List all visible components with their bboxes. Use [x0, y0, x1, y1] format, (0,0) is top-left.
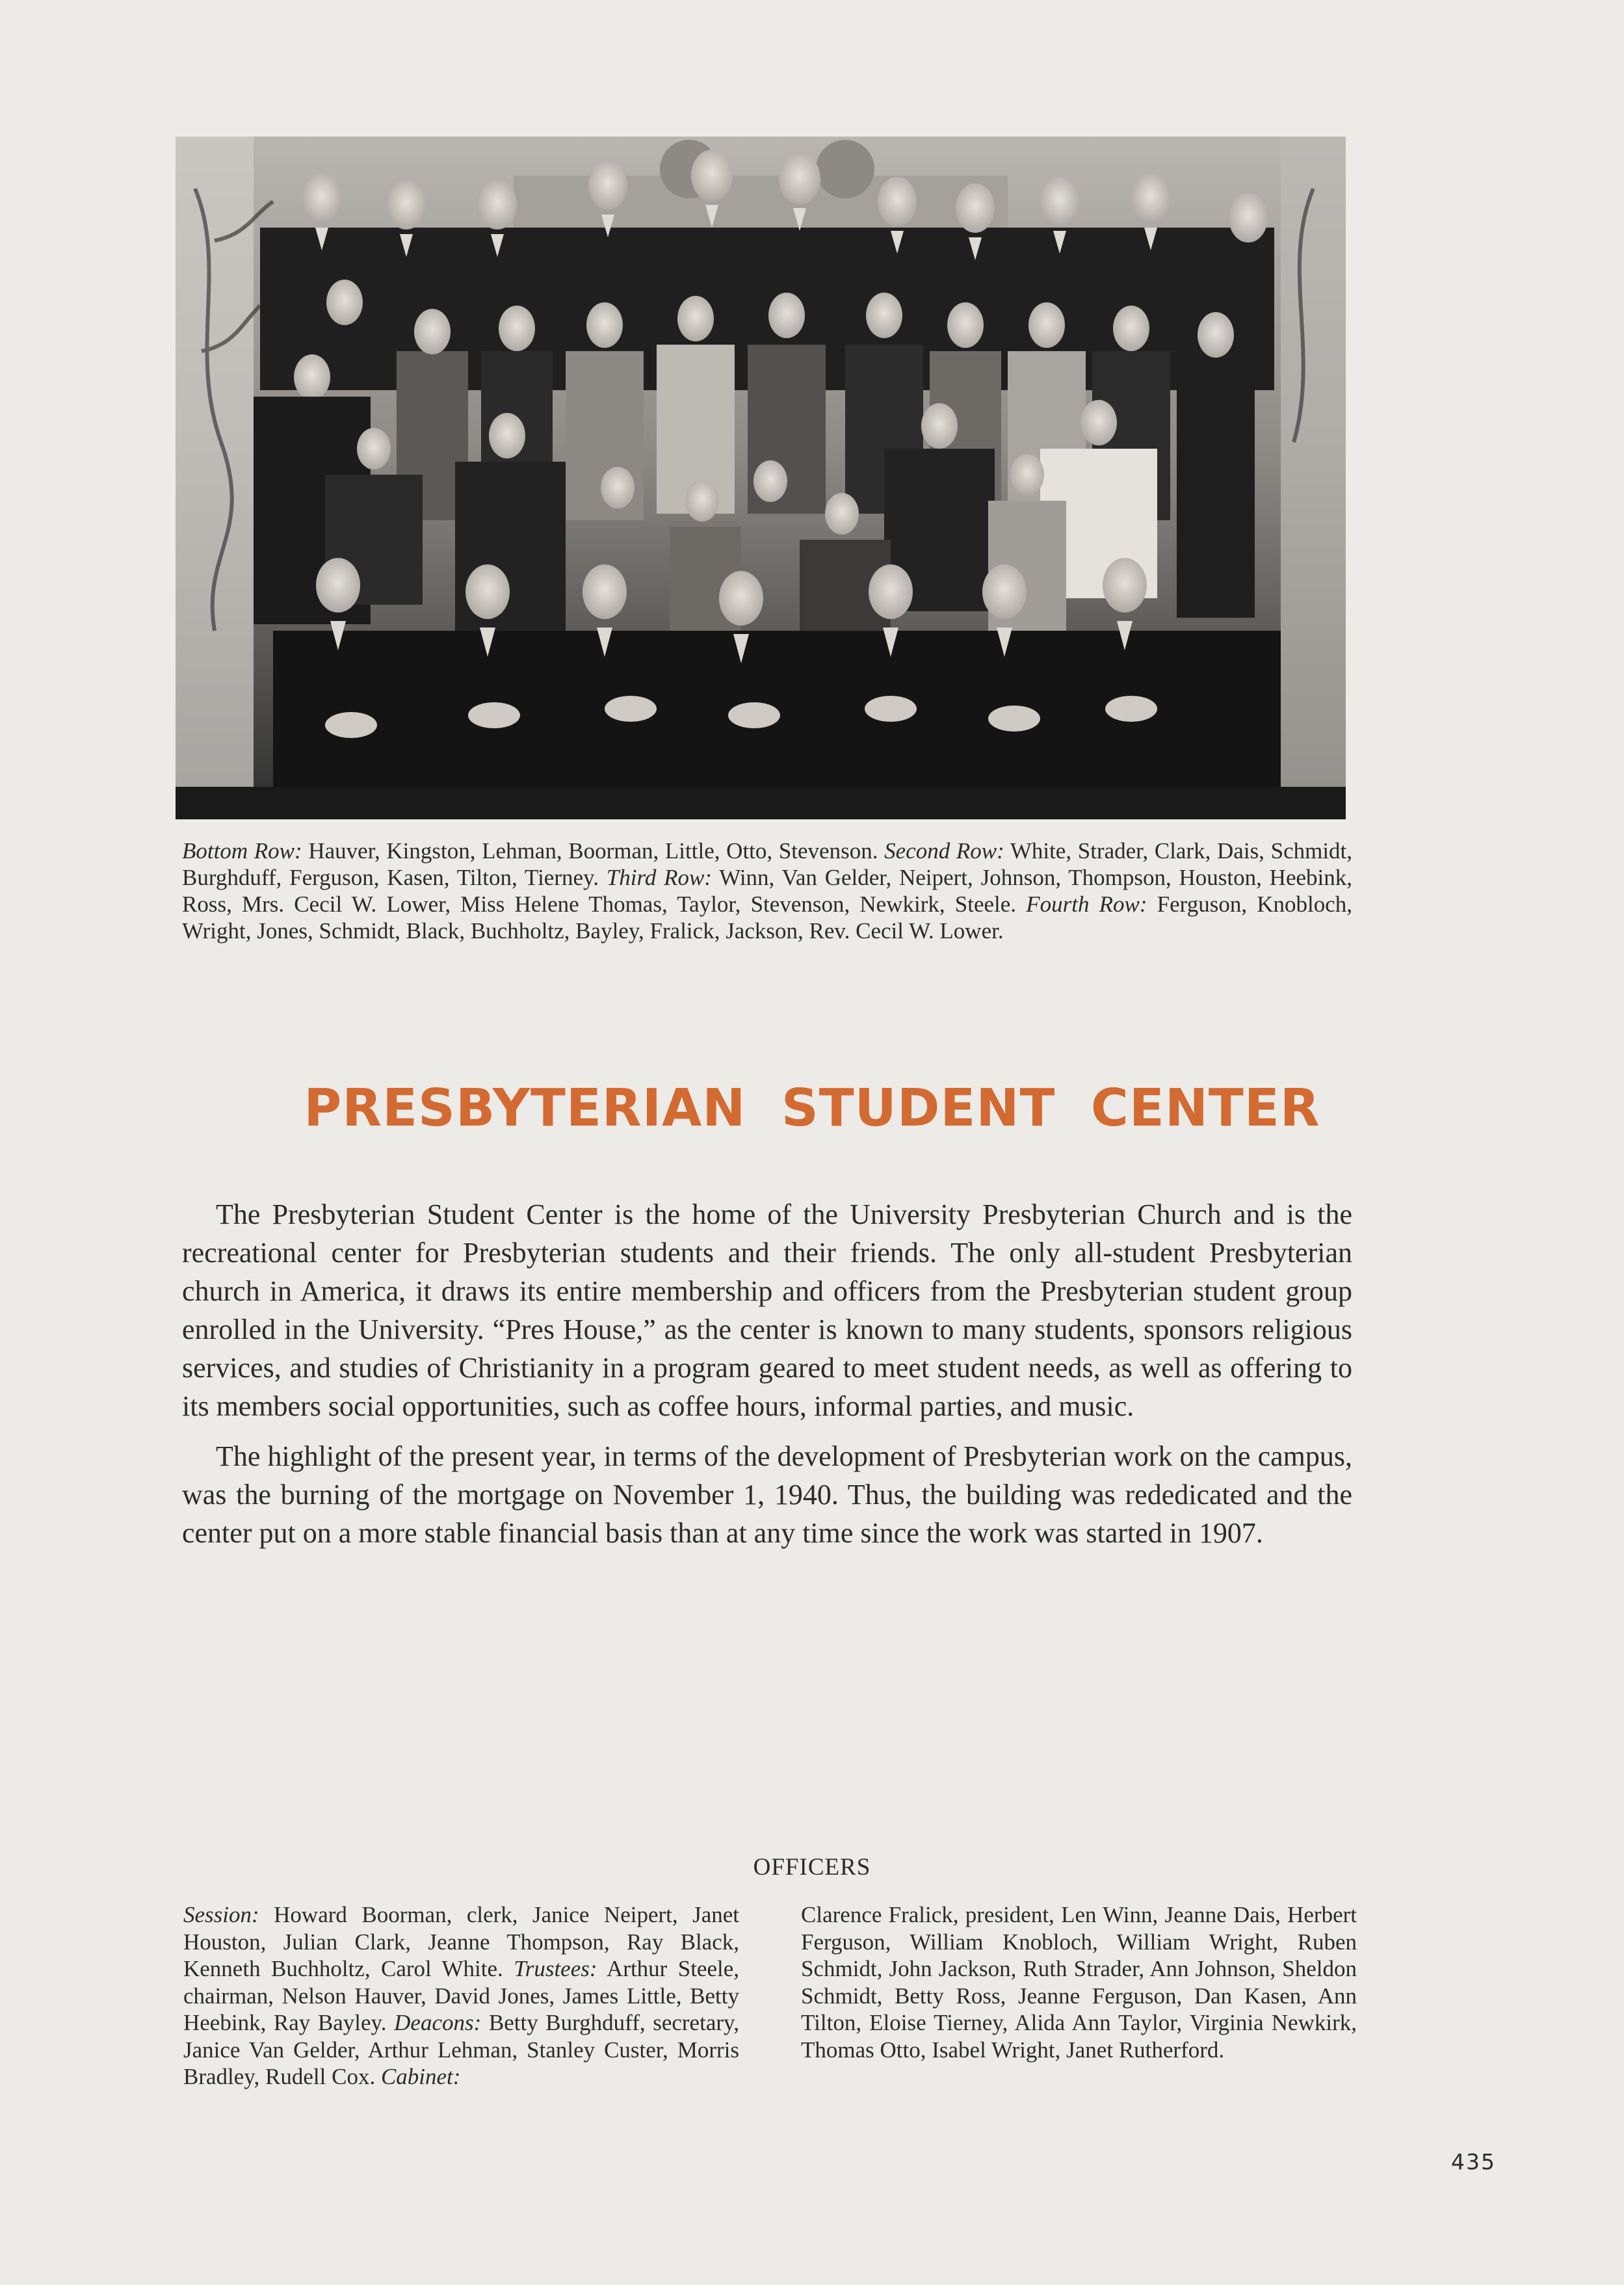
officers-deacons-label: Deacons: — [394, 2010, 482, 2035]
caption-second-row-label: Second Row: — [884, 838, 1004, 864]
caption-third-row-names: Winn, Van Gelder, Neipert, Johnson, Thompson, Houston, Heebink, Ross, Mrs. Cecil W. Lower, Miss Helene Thomas, Taylor, Stevenson, Newkirk, Steele. — [182, 865, 1353, 917]
page-number: 435 — [1451, 2149, 1496, 2174]
caption-fourth-row-names: Ferguson, Knobloch, Wright, Jones, Schmidt, Black, Buchholtz, Bayley, Fralick, Jackson, Rev. Cecil W. Lower. — [182, 892, 1353, 944]
officers-column-left — [183, 1901, 739, 2091]
photo-caption — [182, 838, 1352, 944]
officers-session-names: Howard Boorman, clerk, Janice Neipert, Janet Houston, Julian Clark, Jeanne Thompson, Ray Black, Kenneth Buchholtz, Carol White. — [183, 1902, 740, 1981]
officers-cabinet-names: Clarence Fralick, president, Len Winn, Jeanne Dais, Herbert Ferguson, William Knobloch, William Wright, Ruben Schmidt, John Jackson, Ruth Strader, Ann Johnson, Sheldon Schmidt, Betty Ross, Jeanne Ferguson, Dan Kasen, Ann Tilton, Eloise Tierney, Alida Ann Taylor, Virginia Newkirk, Thomas Otto, Isabel Wright, Janet Rutherford. — [801, 1902, 1357, 2063]
officers-deacons-names: Betty Burghduff, secretary, Janice Van Gelder, Arthur Lehman, Stanley Custer, Morris Bradley, Rudell Cox. — [183, 2010, 739, 2089]
body-text — [182, 1195, 1352, 1564]
caption-bottom-row-names: Hauver, Kingston, Lehman, Boorman, Little, Otto, Stevenson. — [308, 838, 878, 864]
page-title: PRESBYTERIAN STUDENT CENTER — [304, 1078, 1320, 1138]
group-photograph-image — [176, 137, 1346, 819]
body-paragraph-1: The Presbyterian Student Center is the home of the University Presbyterian Church and is the recreational center for Presbyterian students and their friends. The only all-student Presbyterian church in America, it draws its entire membership and officers from the Presbyterian student group enrolled in the University. “Pres House,” as the center is known to many students, sponsors religious services, and studies of Christianity in a program geared to meet student needs, as well as offering to its members social opportunities, such as coffee hours, informal parties, and music. — [182, 1198, 1352, 1422]
officers-trustees-names: Arthur Steele, chairman, Nelson Hauver, David Jones, James Little, Betty Heebink, Ray Bayley. — [183, 1956, 740, 2035]
body-paragraph-2: The highlight of the present year, in terms of the development of Presbyterian work on the campus, was the burning of the mortgage on November 1, 1940. Thus, the building was rededicated and the center put on a more stable financial basis than at any time since the work was started in 1907. — [182, 1440, 1352, 1549]
officers-column-right — [801, 1901, 1357, 2063]
officers-heading: OFFICERS — [753, 1854, 871, 1881]
caption-third-row-label: Third Row: — [606, 865, 713, 890]
caption-fourth-row-label: Fourth Row: — [1026, 892, 1147, 917]
caption-bottom-row-label: Bottom Row: — [182, 838, 302, 864]
group-photograph — [176, 137, 1346, 819]
officers-cabinet-label: Cabinet: — [380, 2064, 461, 2089]
caption-second-row-names: White, Strader, Clark, Dais, Schmidt, Burghduff, Ferguson, Kasen, Tilton, Tierney. — [182, 838, 1353, 890]
officers-session-label: Session: — [183, 1902, 259, 1927]
officers-trustees-label: Trustees: — [514, 1956, 597, 1981]
